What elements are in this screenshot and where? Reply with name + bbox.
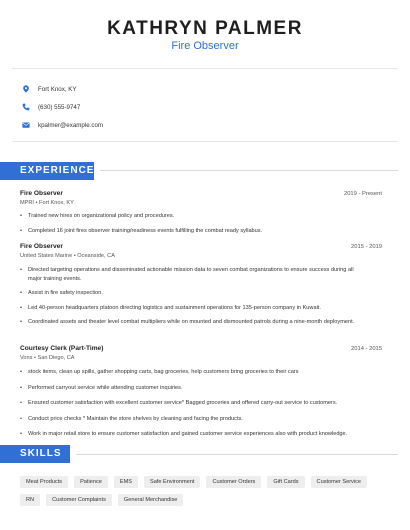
job-3-title: Courtesy Clerk (Part-Time) <box>20 345 104 352</box>
contact-location <box>22 83 77 95</box>
job-1-bullet: • Completed 16 joint fires observer training/readiness events fulfilling the combat ready syllabus. <box>20 227 365 236</box>
job-3-bullet: • Ensured customer satisfaction with excellent customer service* Bagged groceries and offered carry-out service to customers. <box>20 399 365 408</box>
job-2-bullet: • Assist in fire safety inspection. <box>20 289 365 298</box>
candidate-role: Fire Observer <box>171 40 239 52</box>
job-3-bullets <box>20 368 365 439</box>
job-2-bullet: • Coordinated assets and theater level combat multipliers while on mounted and dismounted patrols during a nine-month deployment. <box>20 318 365 327</box>
candidate-name: KATHRYN PALMER <box>107 18 303 39</box>
email-icon <box>22 121 30 129</box>
job-3-date: 2014 - 2015 <box>351 346 382 352</box>
job-3-org: Vons • San Diego, CA <box>20 355 75 361</box>
contact-box <box>12 68 398 142</box>
phone-text: (630) 555-9747 <box>38 103 81 111</box>
skill-tag: RN <box>20 494 40 506</box>
experience-heading: EXPERIENCE <box>0 162 94 180</box>
skills-heading: SKILLS <box>0 445 70 463</box>
job-3-bullet: • Performed carryout service while attending customer inquiries. <box>20 384 365 393</box>
skills-divider <box>76 454 398 455</box>
skill-tag: Customer Service <box>311 476 367 488</box>
skill-tag: General Merchandise <box>118 494 183 506</box>
job-2-bullet: • Directed targeting operations and disseminated actionable mission data to seven combat organizations to ensure success during all major training events. <box>20 266 365 283</box>
skill-tag: Customer Complaints <box>46 494 112 506</box>
location-pin-icon <box>22 85 30 93</box>
contact-email <box>22 119 103 131</box>
job-1-bullets <box>20 212 365 235</box>
skill-tag: Customer Orders <box>206 476 261 488</box>
location-text: Fort Knox, KY <box>38 85 77 93</box>
contact-phone <box>22 101 80 113</box>
job-2-bullets <box>20 266 365 327</box>
skill-tag: Gift Cards <box>267 476 304 488</box>
job-1-bullet: • Trained new hires on organizational policy and procedures. <box>20 212 365 221</box>
job-3-bullet: • Work in major retail store to ensure customer satisfaction and gained customer service experiences also with product knowledge. <box>20 430 365 439</box>
skill-tag: Meat Products <box>20 476 68 488</box>
job-3-bullet: • stock items, clean up spills, gather shopping carts, bag groceries, help customers bring groceries to their cars <box>20 368 365 377</box>
skill-tag: Safe Environment <box>144 476 200 488</box>
job-1-org: MPRI • Fort Knox, KY <box>20 200 74 206</box>
job-1-title: Fire Observer <box>20 190 63 197</box>
job-1-date: 2019 - Present <box>343 191 382 197</box>
job-2-date: 2015 - 2019 <box>351 244 382 250</box>
phone-icon <box>22 103 30 111</box>
experience-divider <box>100 170 398 171</box>
job-3-bullet: • Conduct price checks * Maintain the store shelves by cleaning and facing the products. <box>20 415 365 424</box>
skill-tag: EMS <box>114 476 138 488</box>
job-2-title: Fire Observer <box>20 243 63 250</box>
email-text[interactable]: kpalmer@example.com <box>38 121 104 129</box>
job-2-bullet: • Led 40-person headquarters platoon directing logistics and sustainment operations for 135-person company in Kuwait. <box>20 304 365 313</box>
skills-list <box>20 476 390 506</box>
job-2-org: United States Marine • Oceanside, CA <box>20 253 115 259</box>
skill-tag: Patience <box>74 476 108 488</box>
